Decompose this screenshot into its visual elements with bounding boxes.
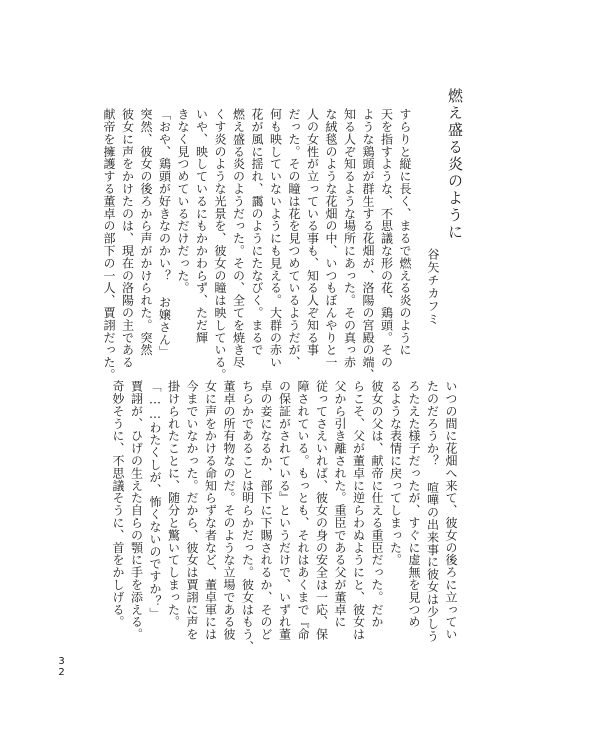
text-line: 知る人ぞ知るような場所にあった。その真っ赤 (342, 108, 357, 369)
text-line: 人の女性が立っている事も、知る人ぞ知る事 (305, 108, 320, 356)
text-line: な絨毯のような花畑の中、いつもぼんやりと一 (324, 108, 338, 369)
author-name: 谷矢チカフミ (426, 248, 440, 326)
text-line: 今までいなかった。だから、彼女は賈詡に声を (185, 380, 199, 641)
text-line: 父から引き離された。重臣である父が董卓に (333, 380, 347, 628)
text-line: きなく見つめているだけだった。 (176, 108, 190, 294)
text-line: 花が風に揺れ、靄のようにたなびく。まるで (250, 108, 264, 356)
text-line: ような鶏頭が群生する花畑が、洛陽の宮殿の端、 (361, 108, 375, 381)
dialogue-line: 「……わたくしが、怖くないのですか？」 (148, 380, 162, 620)
lower-text-block (111, 380, 460, 653)
upper-text-block (102, 108, 414, 381)
text-line: の保証がされている』というだけで、いずれ董 (277, 380, 292, 641)
text-line: 掛けられたことに、随分と驚いてしまった。 (166, 380, 181, 628)
text-line: 突然、彼女の後ろから声がかけられた。突然 (139, 108, 153, 356)
page-number: 32 (56, 656, 67, 678)
text-line: たのだろうか？ 喧嘩の出来事に彼女は少しう (425, 380, 440, 643)
text-line: 燃え盛る炎のようだった。その、全てを焼き尽 (231, 108, 246, 369)
text-line: 賈詡が、ひげの生えた自らの顎に手を添える。 (129, 380, 144, 641)
text-line: 従ってさえいれば、彼女の身の安全は一応、保 (314, 380, 329, 641)
text-line: ちらかであることは明らかだった。彼女はもう、 (240, 380, 255, 653)
text-line: 彼女の父は、献帝に仕える重臣だった。だか (370, 380, 384, 628)
text-line: るような表情に戻ってしまった。 (388, 380, 403, 566)
text-line: すらりと縦に長く、まるで燃える炎のように (398, 108, 412, 356)
text-line: らこそ、父が董卓に逆らわぬようにと、彼女は (351, 380, 366, 641)
text-line: だった。その瞳は花を見つめているようだが、 (287, 108, 301, 369)
text-line: 奇妙そうに、不思議そうに、首をかしげる。 (111, 380, 125, 628)
text-line: 卓の妾になるか、部下に下賜されるか、そのど (259, 380, 273, 641)
story-title: 燃え盛る炎のように (446, 88, 464, 241)
text-line: いや、映しているにもかかわらず、ただ輝 (194, 108, 209, 344)
text-line: 障されている。もっとも、それはあくまで『命 (296, 380, 310, 641)
text-line: 何も映していないようにも見える。大群の赤い (268, 108, 283, 369)
dialogue-line: 「おや、鶏頭が好きなのかい？ お嬢さん」 (157, 108, 172, 358)
text-line: 天を指すような、不思議な形の花、鶏頭。その (379, 108, 394, 369)
text-line: 彼女に声をかけたのは、現在の洛陽の主である (120, 108, 135, 369)
text-line: くす炎のような光景を、彼女の瞳は映している。 (213, 108, 227, 381)
text-line: 董卓の所有物なのだ。そのような立場である彼 (222, 380, 236, 641)
text-line: ろたえた様子だったが、すぐに虚無を見つめ (407, 380, 421, 628)
text-line: いつの間に花畑へ来て、彼女の後ろに立ってい (444, 380, 458, 641)
text-line: 女に声をかける命知らずな者など、董卓軍には (203, 380, 218, 641)
text-line: 献帝を擁護する董卓の部下の一人、賈詡だった。 (102, 108, 116, 381)
